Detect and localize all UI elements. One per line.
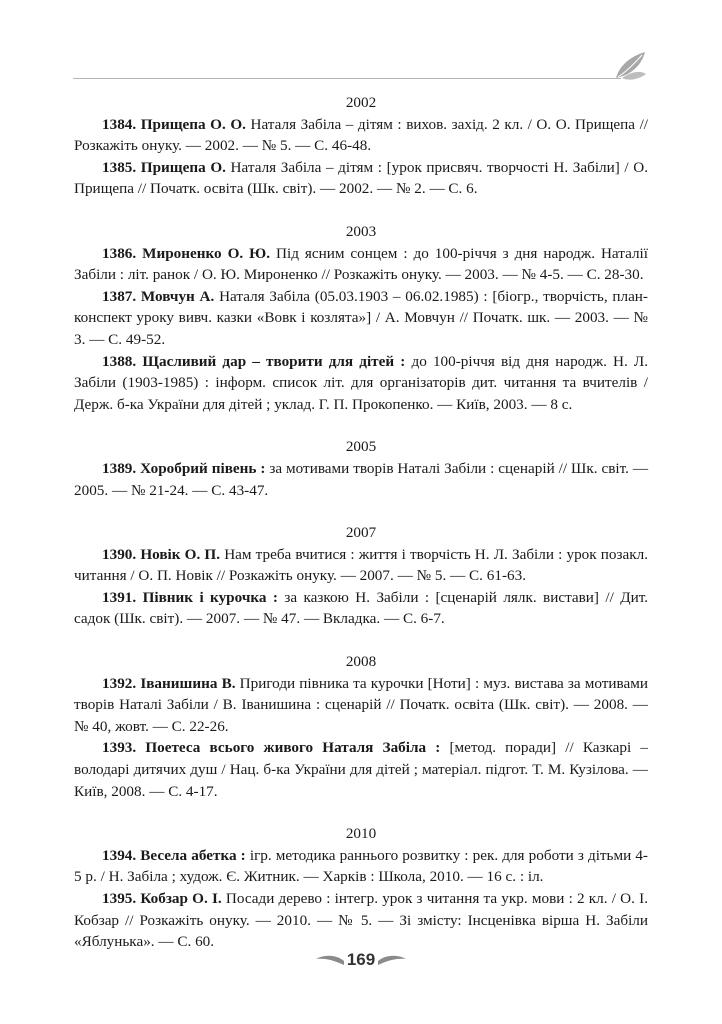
entry-text: за казкою Н. Забіли : [сценарій лялк. вистави] // Дит. садок (Шк. світ). — 2007. — № 47. — Вкладка. — С. 6-7. — [74, 588, 648, 628]
year-heading: 2005 — [345, 438, 377, 456]
entry-heading: Весела абетка : — [140, 846, 246, 864]
entry-number: 1388. — [102, 352, 137, 370]
entry-text: Наталя Забіла – дітям : вихов. захід. 2 кл. / О. О. Прищепа // Розкажіть онуку. — 2002. — № 5. — С. 46-48. — [74, 115, 649, 155]
entry-heading: Мовчун А. — [140, 287, 215, 305]
bibliography-entry — [74, 587, 648, 630]
bibliography-entry — [74, 544, 648, 587]
entry-number: 1393. — [102, 739, 137, 757]
entry-heading: Прищепа О. О. — [140, 115, 246, 133]
left-swirl-icon — [315, 953, 345, 967]
entry-heading: Хоробрий півень : — [140, 459, 266, 477]
bibliography-entry — [74, 351, 648, 416]
bibliography-entry — [74, 888, 648, 953]
leaf-icon — [612, 48, 648, 82]
year-heading: 2010 — [345, 825, 377, 843]
entry-number: 1391. — [102, 588, 137, 606]
entry-number: 1385. — [102, 158, 137, 176]
entry-text: Посади дерево : інтегр. урок з читання та укр. мови : 2 кл. / О. І. Кобзар // Розкажіть онуку. — 2010. — № 5. — Зі змісту: Інсценівка вірша Н. Забіли «Яблунька». — С. 60. — [74, 890, 648, 951]
bibliography-entry — [74, 673, 648, 738]
bibliography-entry — [74, 845, 648, 888]
entry-heading: Щасливий дар – творити для дітей : — [142, 352, 406, 370]
entry-number: 1384. — [102, 115, 137, 133]
bibliography-entry — [74, 157, 648, 200]
page-number: 169 — [346, 950, 376, 969]
entry-heading: Новік О. П. — [140, 545, 221, 563]
entry-number: 1390. — [102, 545, 137, 563]
entry-number: 1386. — [102, 244, 137, 262]
page-footer — [0, 946, 722, 974]
bibliography — [74, 92, 648, 953]
bibliography-entry — [74, 243, 648, 286]
entry-heading: Мироненко О. Ю. — [142, 244, 271, 262]
bibliography-entry — [74, 458, 648, 501]
entry-text: до 100-річчя від дня народж. Н. Л. Забіли (1903-1985) : інформ. список літ. для організаторів дит. читання та вчителів / Держ. б-ка України для дітей ; уклад. Г. П. Прокопенко. — Київ, 2003. — 8 с. — [74, 352, 648, 413]
entry-text: Наталя Забіла (05.03.1903 – 06.02.1985) : [біогр., творчість, план-конспект уроку вивч. казки «Вовк і козлята»] / А. Мовчун // Початк. шк. — 2003. — № 3. — С. 49-52. — [74, 287, 648, 348]
entry-heading: Поетеса всього живого Наталя Забіла : — [145, 739, 441, 757]
year-heading: 2003 — [345, 222, 377, 240]
entry-number: 1389. — [102, 459, 137, 477]
entry-heading: Іванишина В. — [140, 674, 236, 692]
entry-text: ігр. методика раннього розвитку : рек. для роботи з дітьми 4-5 р. / Н. Забіла ; худож. Є. Житник. — Харків : Школа, 2010. — 16 с. : іл. — [74, 846, 648, 886]
right-swirl-icon — [377, 953, 407, 967]
header-rule — [73, 78, 621, 79]
year-heading: 2007 — [345, 524, 377, 542]
entry-heading: Прищепа О. — [140, 158, 226, 176]
entry-number: 1394. — [102, 846, 137, 864]
entry-number: 1387. — [102, 287, 137, 305]
entry-heading: Кобзар О. І. — [140, 890, 222, 907]
bibliography-entry — [74, 114, 648, 157]
entry-text: Під ясним сонцем : до 100-річчя з дня народж. Наталії Забіли : літ. ранок / О. Ю. Мироненко // Розкажіть онуку. — 2003. — № 4-5. — С. 28-30. — [74, 244, 648, 284]
bibliography-entry — [74, 286, 648, 351]
year-heading: 2008 — [345, 653, 377, 671]
entry-heading: Півник і курочка : — [142, 588, 278, 606]
entry-text: [метод. поради] // Казкарі – володарі дитячих душ / Нац. б-ка України для дітей ; матеріал. підгот. Т. М. Кузілова. — Київ, 2008. — С. 4-17. — [74, 739, 648, 800]
entry-text: Нам треба вчитися : життя і творчість Н. Л. Забіли : урок позакл. читання / О. П. Новік // Розкажіть онуку. — 2007. — № 5. — С. 61-63. — [74, 545, 649, 585]
entry-number: 1392. — [102, 674, 137, 692]
entry-text: за мотивами творів Наталі Забіли : сценарій // Шк. світ. — 2005. — № 21-24. — С. 43-47. — [74, 459, 649, 499]
year-heading: 2002 — [345, 94, 377, 111]
bibliography-entry — [74, 737, 648, 802]
entry-text: Пригоди півника та курочки [Ноти] : муз. вистава за мотивами творів Наталі Забіли / В. Іванишина : сценарій // Початк. освіта (Шк. світ). — 2008. — № 40, жовт. — С. 22-26. — [74, 674, 648, 735]
entry-text: Наталя Забіла – дітям : [урок присвяч. творчості Н. Забіли] / О. Прищепа // Початк. освіта (Шк. світ). — 2002. — № 2. — С. 6. — [74, 158, 649, 198]
entry-number: 1395. — [102, 890, 137, 907]
